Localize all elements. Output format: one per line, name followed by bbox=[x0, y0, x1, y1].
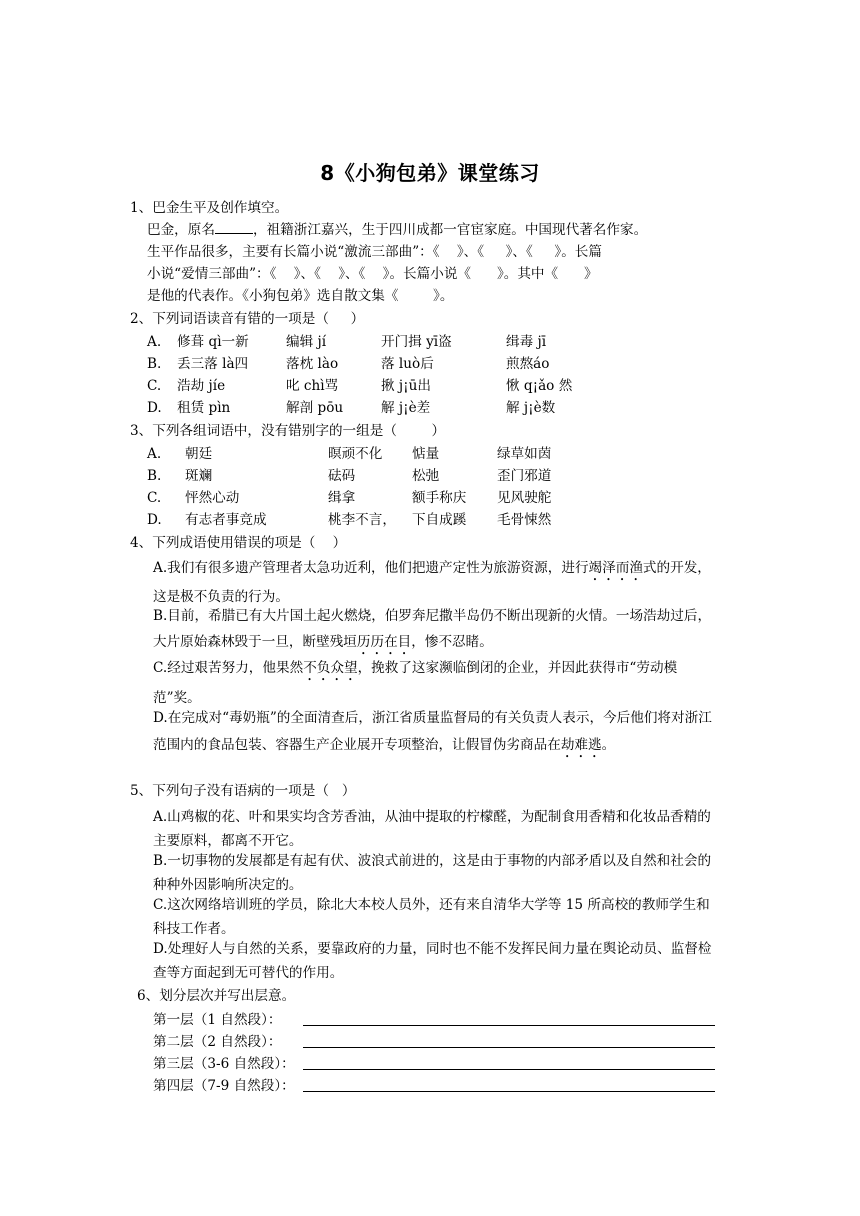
q2-row-2-col-3: 落枕 lào bbox=[286, 356, 339, 372]
q4-d-emphasis: 劫难逃 bbox=[560, 737, 602, 753]
q3-row-3-col-1: C. bbox=[147, 490, 162, 506]
layer-4-label: 第四层（7-9 自然段）： bbox=[153, 1078, 295, 1094]
q6-heading: 6、划分层次并写出层意。 bbox=[137, 988, 296, 1004]
q3-row-2-col-3: 砝码 bbox=[328, 468, 356, 484]
q3-row-1-col-4: 惦量 bbox=[412, 446, 440, 462]
q2-row-2-col-4: 落 luò后 bbox=[381, 356, 434, 372]
q3-row-1-col-3: 暝顽不化 bbox=[328, 446, 383, 462]
q3-row-2-col-4: 松弛 bbox=[412, 468, 440, 484]
layer-2-answer-line[interactable] bbox=[303, 1047, 715, 1048]
q2-row-3-col-1: C. bbox=[147, 378, 162, 394]
q2-row-4-col-2: 租赁 pìn bbox=[177, 400, 231, 416]
q3-row-3-col-5: 见风驶舵 bbox=[497, 490, 552, 506]
q4-a-emphasis: 竭泽而渔 bbox=[588, 560, 643, 576]
q1-line3: 小说“爱情三部曲”：《 》、《 》、《 》。长篇小说《 》。其中《 》 bbox=[147, 266, 598, 282]
q2-row-4-col-3: 解剖 pōu bbox=[286, 400, 344, 416]
q3-row-2-col-1: B. bbox=[147, 468, 162, 484]
q2-row-1-col-2: 修葺 qì一新 bbox=[177, 334, 249, 350]
q2-heading: 2、下列词语读音有错的一项是（ ） bbox=[130, 311, 365, 327]
q4-c-emphasis: 不负众望 bbox=[303, 660, 358, 676]
q5-option-a: A.山鸡椒的花、叶和果实均含芳香油，从油中提取的柠檬醛，为配制食用香精和化妆品香精的主要原料，都离不开它。 bbox=[153, 809, 711, 849]
layer-3-label: 第三层（3-6 自然段）： bbox=[153, 1056, 295, 1072]
q3-row-4-col-2: 有志者事竞成 bbox=[185, 512, 267, 528]
q4-option-d: D.在完成对“毒奶瓶”的全面清查后，浙江省质量监督局的有关负责人表示，今后他们将对浙江范围内的食品包装、容器生产企业展开专项整治，让假冒伪劣商品在劫难逃。 bbox=[153, 710, 712, 753]
q5-heading: 5、下列句子没有语病的一项是（ ） bbox=[130, 783, 356, 799]
layer-1-answer-line[interactable] bbox=[303, 1025, 715, 1026]
page-title: 8《小狗包弟》课堂练习 bbox=[320, 161, 540, 185]
q4-option-c: C.经过艰苦努力，他果然不负众望，挽救了这家濒临倒闭的企业，并因此获得市“劳动模范”奖。 bbox=[153, 660, 678, 706]
q2-row-1-col-3: 编辑 jí bbox=[286, 334, 327, 350]
layer-2-label: 第二层（2 自然段）： bbox=[153, 1034, 282, 1050]
q2-row-4-col-4: 解 j¡è差 bbox=[381, 400, 431, 416]
q3-row-1-col-2: 朝廷 bbox=[185, 446, 213, 462]
q3-row-3-col-4: 额手称庆 bbox=[412, 490, 467, 506]
q3-row-3-col-2: 怦然心动 bbox=[185, 490, 240, 506]
q3-heading: 3、下列各组词语中，没有错别字的一组是（ ） bbox=[130, 423, 446, 439]
q3-row-3-col-3: 缉拿 bbox=[328, 490, 356, 506]
q1-name-blank[interactable] bbox=[215, 219, 253, 234]
q3-row-2-col-2: 斑斓 bbox=[185, 468, 213, 484]
q2-row-3-col-4: 揪 j¡ū出 bbox=[381, 378, 431, 394]
q2-row-3-col-3: 叱 chì骂 bbox=[286, 378, 339, 394]
q4-option-b: B.目前，希腊已有大片国土起火燃烧，伯罗奔尼撒半岛仍不断出现新的火情。一场浩劫过后，大片原始森林毁于一旦，断壁残垣历历在目，惨不忍睹。 bbox=[153, 608, 712, 650]
q1-line1 bbox=[147, 219, 647, 241]
q2-row-4-col-5: 解 j¡è数 bbox=[506, 400, 556, 416]
q1-line2: 生平作品很多，主要有长篇小说“激流三部曲”：《 》、《 》、《 》。长篇 bbox=[147, 244, 602, 260]
q3-row-4-col-1: D. bbox=[147, 512, 162, 528]
q2-row-1-col-5: 缉毒 jī bbox=[506, 334, 547, 350]
q5-option-c: C.这次网络培训班的学员，除北大本校人员外，还有来自清华大学等 15 所高校的教师学生和科技工作者。 bbox=[153, 897, 710, 937]
q5-option-b: B.一切事物的发展都是有起有伏、波浪式前进的，这是由于事物的内部矛盾以及自然和社会的种种外因影响所决定的。 bbox=[153, 853, 712, 893]
q2-row-2-col-1: B. bbox=[147, 356, 162, 372]
q3-row-1-col-1: A. bbox=[147, 446, 162, 462]
q2-row-1-col-1: A. bbox=[147, 334, 162, 350]
q3-row-2-col-5: 歪门邪道 bbox=[497, 468, 552, 484]
layer-3-answer-line[interactable] bbox=[303, 1069, 715, 1070]
layer-4-answer-line[interactable] bbox=[303, 1091, 715, 1092]
q4-b-emphasis: 历历在目 bbox=[356, 634, 412, 650]
q2-row-4-col-1: D. bbox=[147, 400, 162, 416]
q3-row-4-col-3: 桃李不言， bbox=[328, 512, 396, 528]
q3-row-1-col-5: 绿草如茵 bbox=[497, 446, 552, 462]
q2-row-2-col-2: 丢三落 là四 bbox=[177, 356, 249, 372]
q1-heading: 1、巴金生平及创作填空。 bbox=[130, 200, 289, 216]
q1-line1-a: 巴金，原名 bbox=[147, 222, 215, 238]
q2-row-3-col-5: 愀 q¡ǎo 然 bbox=[506, 378, 573, 394]
q2-row-3-col-2: 浩劫 jíe bbox=[177, 378, 226, 394]
q2-row-1-col-4: 开门揖 yī盗 bbox=[381, 334, 452, 350]
q1-line1-b: ，祖籍浙江嘉兴，生于四川成都一官宦家庭。中国现代著名作家。 bbox=[252, 222, 648, 238]
q3-row-4-col-4: 下自成蹊 bbox=[412, 512, 467, 528]
q5-option-d: D.处理好人与自然的关系，要靠政府的力量，同时也不能不发挥民间力量在舆论动员、监督检查等方面起到无可替代的作用。 bbox=[153, 941, 712, 981]
q1-line4: 是他的代表作。《小狗包弟》选自散文集《 》。 bbox=[147, 288, 454, 304]
q3-row-4-col-5: 毛骨悚然 bbox=[497, 512, 552, 528]
layer-1-label: 第一层（1 自然段）： bbox=[153, 1012, 282, 1028]
q2-row-2-col-5: 煎熬áo bbox=[506, 356, 550, 372]
q4-heading: 4、下列成语使用错误的项是（ ） bbox=[130, 535, 347, 551]
q4-option-a: A.我们有很多遗产管理者太急功近利，他们把遗产定性为旅游资源，进行竭泽而渔式的开发，这是极不负责的行为。 bbox=[153, 560, 711, 605]
